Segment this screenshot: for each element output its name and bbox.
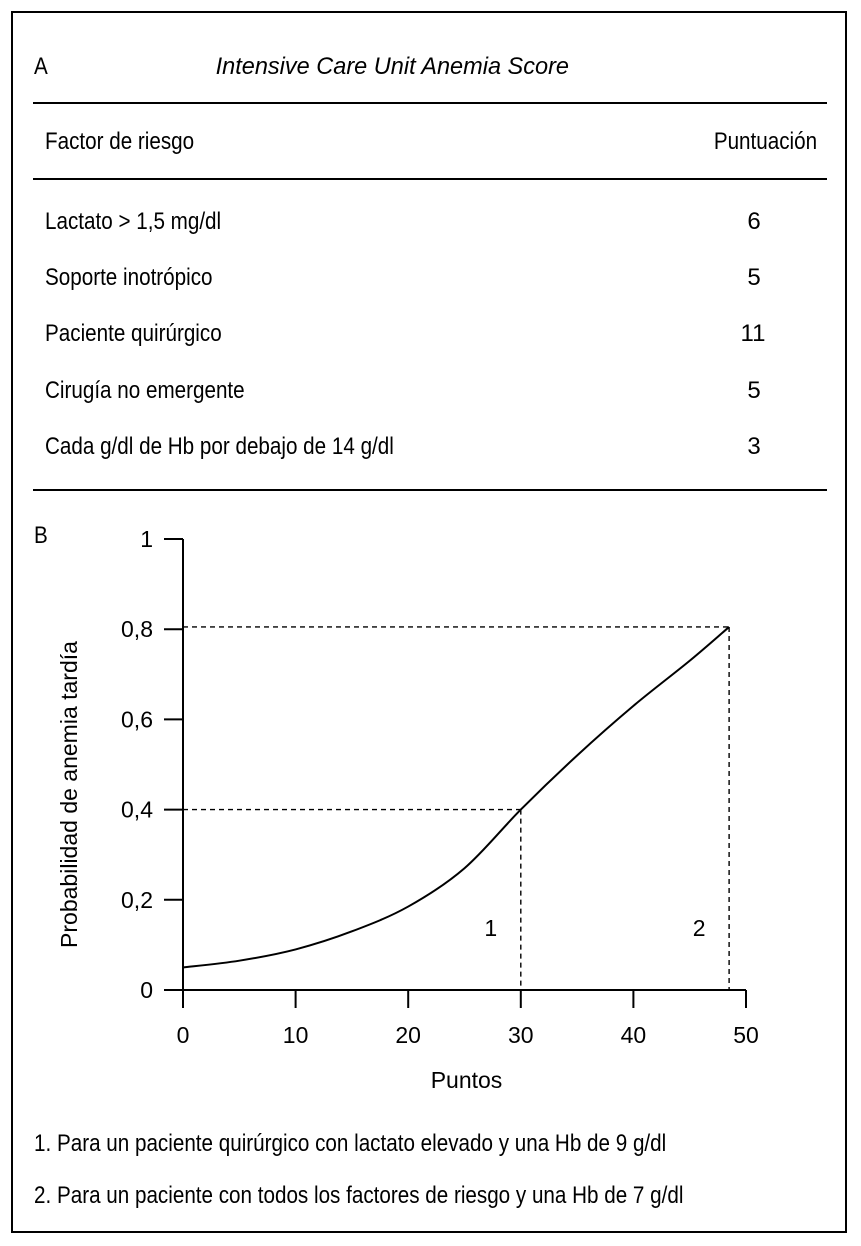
row-factor: Soporte inotrópico xyxy=(45,264,213,291)
row-score: 5 xyxy=(747,264,761,291)
y-tick-label: 1 xyxy=(140,526,153,552)
y-tick-label: 0,8 xyxy=(121,616,153,643)
reference-label: 1 xyxy=(484,915,498,941)
header-factor: Factor de riesgo xyxy=(45,128,195,155)
panel-b-label: B xyxy=(34,522,48,549)
row-factor: Cirugía no emergente xyxy=(45,377,245,404)
x-tick-label: 0 xyxy=(176,1022,190,1048)
header-score: Puntuación xyxy=(713,128,817,155)
x-tick-label: 10 xyxy=(282,1022,309,1048)
row-factor: Cada g/dl de Hb por debajo de 14 g/dl xyxy=(45,433,394,460)
y-tick-label: 0,2 xyxy=(121,886,153,913)
row-score: 5 xyxy=(747,377,761,404)
panel-a-label: A xyxy=(34,53,48,80)
row-score: 11 xyxy=(740,320,766,347)
footnote-1: 1. Para un paciente quirúrgico con lactato elevado y una Hb de 9 g/dl xyxy=(34,1130,667,1157)
x-tick-label: 30 xyxy=(508,1022,534,1048)
y-tick-label: 0 xyxy=(140,977,153,1003)
y-axis-label: Probabilidad de anemia tardía xyxy=(56,641,82,948)
x-axis-label: Puntos xyxy=(430,1067,503,1093)
table-title: Intensive Care Unit Anemia Score xyxy=(215,53,570,80)
x-tick-label: 20 xyxy=(395,1022,421,1048)
footnote-2: 2. Para un paciente con todos los factores de riesgo y una Hb de 7 g/dl xyxy=(34,1182,684,1209)
row-score: 3 xyxy=(747,433,761,460)
row-factor: Lactato > 1,5 mg/dl xyxy=(45,208,222,235)
reference-label: 2 xyxy=(692,915,706,941)
y-tick-label: 0,4 xyxy=(121,796,153,823)
row-factor: Paciente quirúrgico xyxy=(45,320,222,347)
row-score: 6 xyxy=(747,208,761,235)
y-tick-label: 0,6 xyxy=(121,706,153,733)
x-tick-label: 50 xyxy=(733,1022,759,1048)
series-line xyxy=(183,627,729,968)
x-tick-label: 40 xyxy=(620,1022,647,1048)
